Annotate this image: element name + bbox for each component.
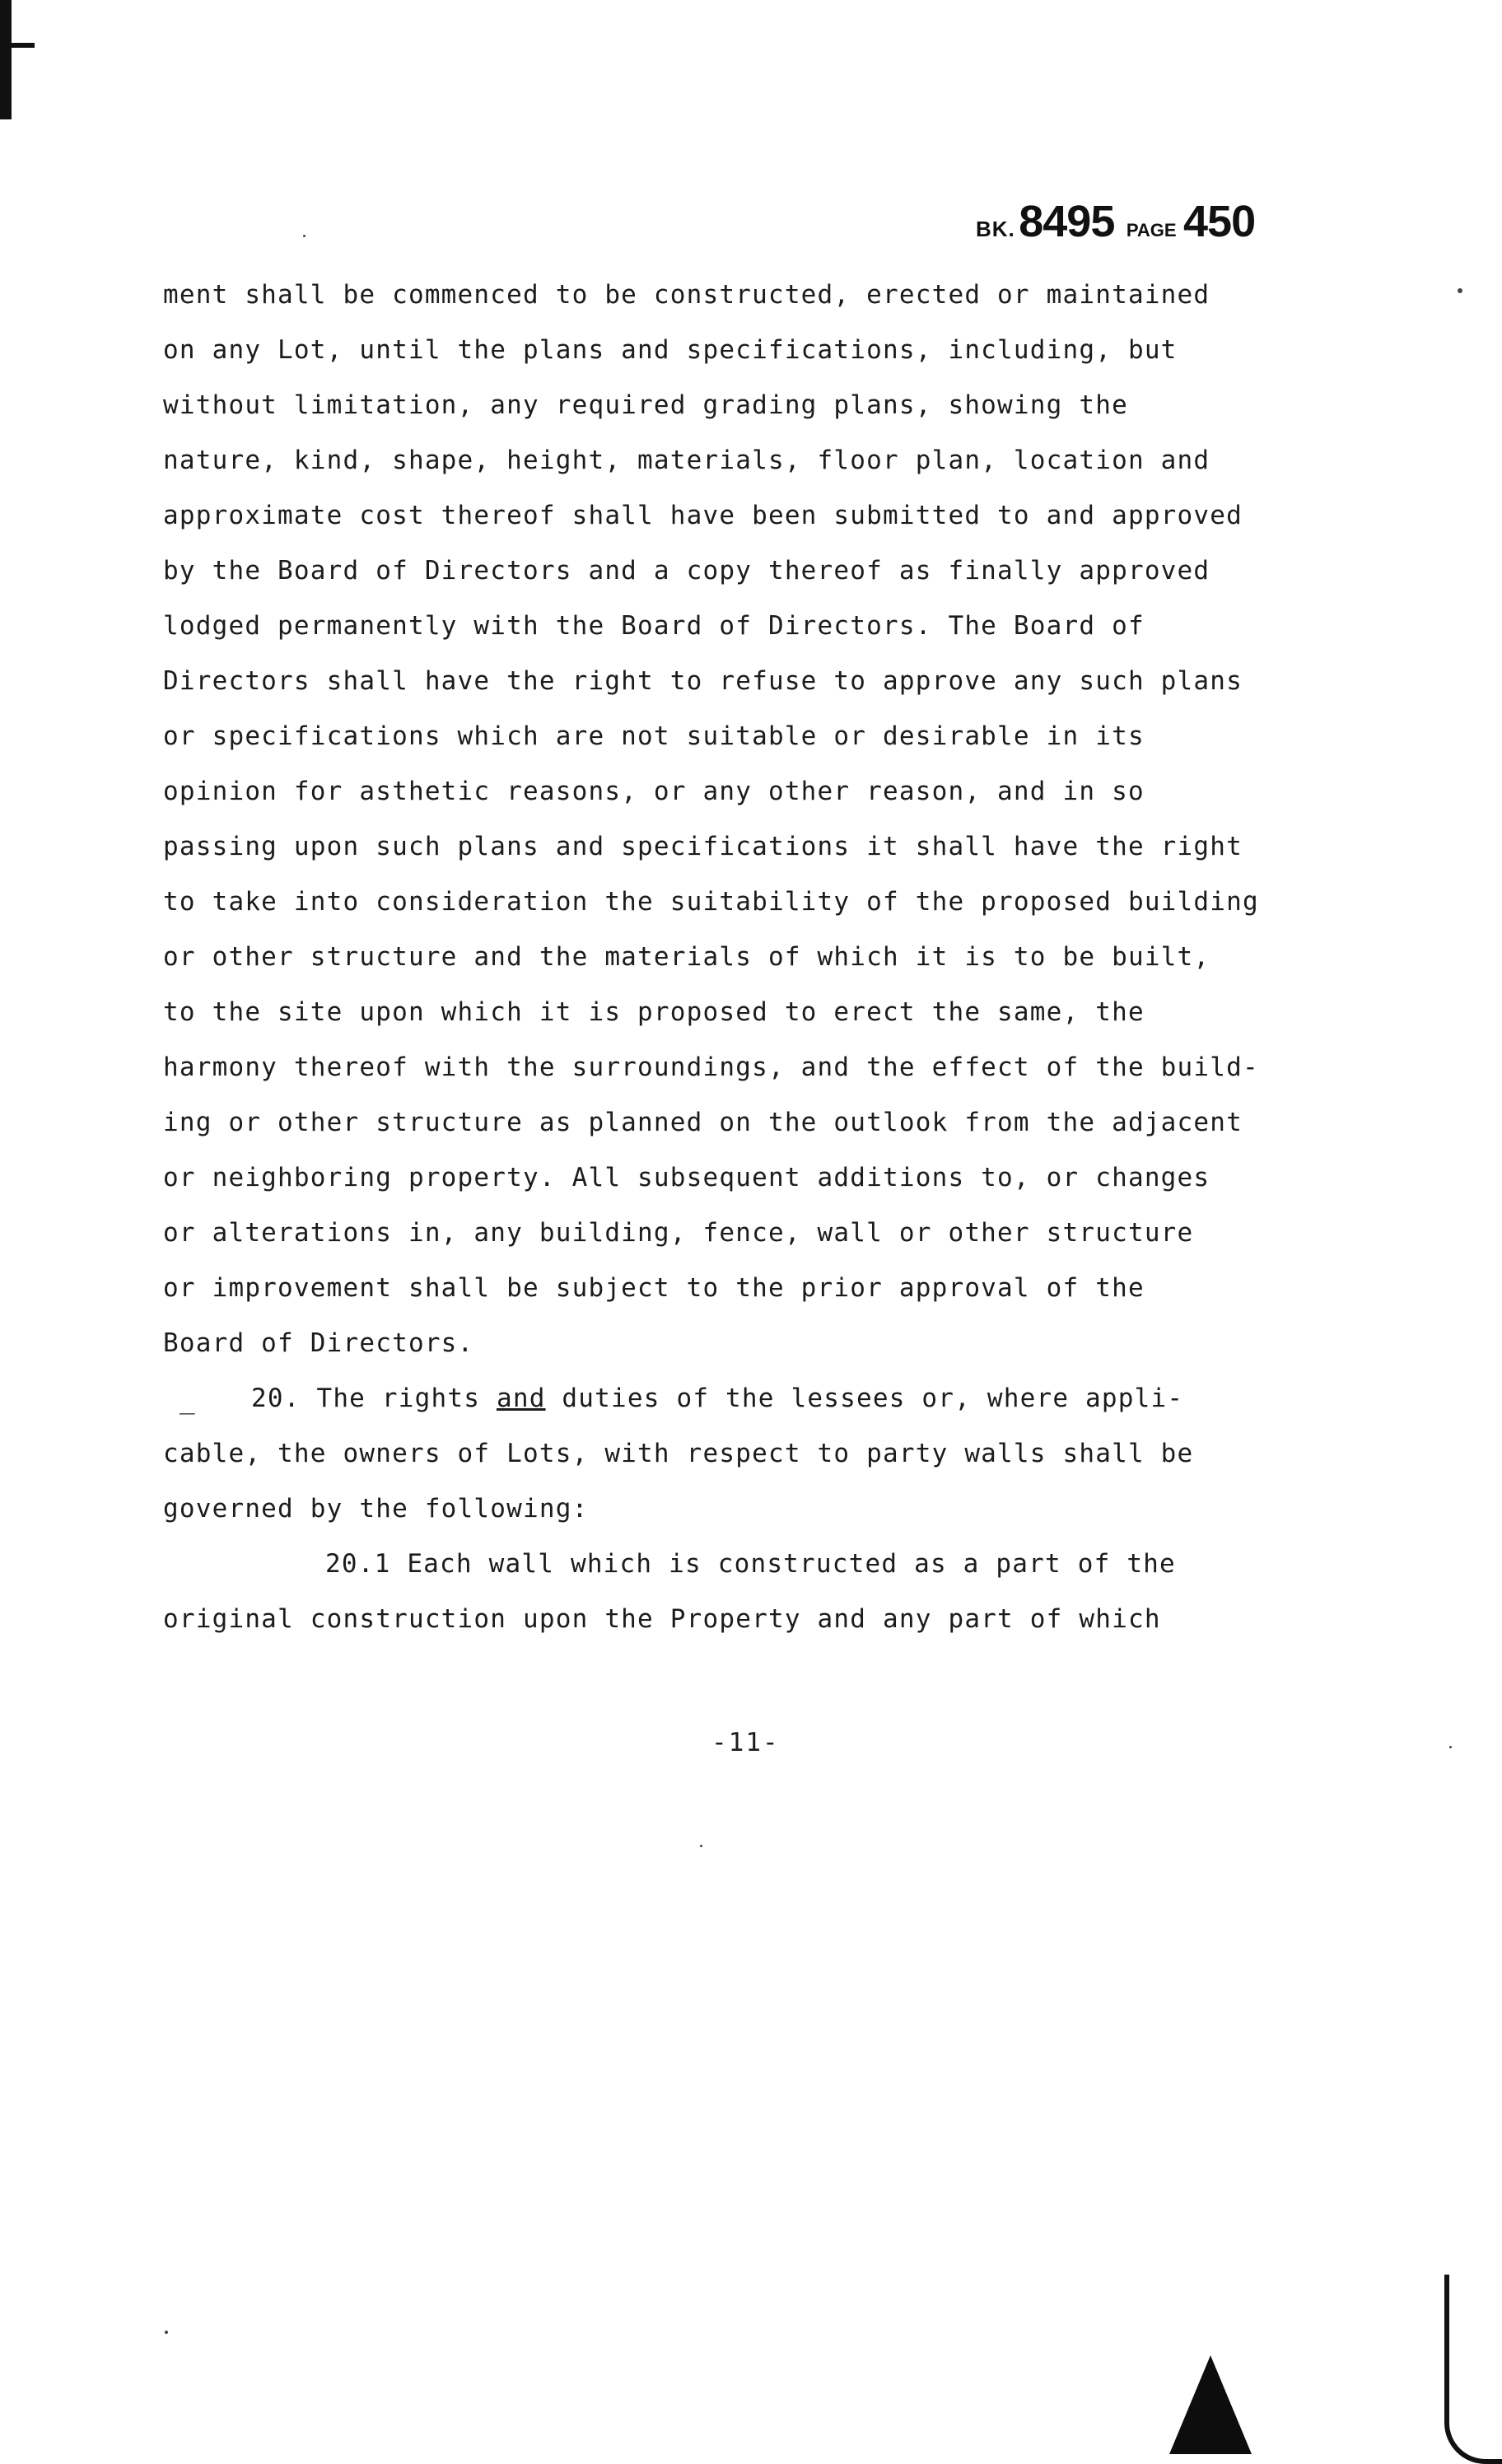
- body-line: or other structure and the materials of which it is to be built,: [163, 942, 1210, 972]
- scan-page-corner: [1444, 2275, 1502, 2464]
- body-line: lodged permanently with the Board of Directors. The Board of: [163, 611, 1145, 641]
- scan-edge-tick: [0, 43, 35, 48]
- body-line: or alterations in, any building, fence, wall or other structure: [163, 1218, 1194, 1248]
- body-line: passing upon such plans and specifications it shall have the right: [163, 832, 1243, 861]
- body-line: harmony thereof with the surroundings, and the effect of the build-: [163, 1052, 1259, 1082]
- body-line: to the site upon which it is proposed to erect the same, the: [163, 997, 1145, 1027]
- paragraph-20-line-3: governed by the following:: [163, 1494, 589, 1524]
- scan-speck: [303, 235, 306, 237]
- scan-speck: [1449, 1746, 1452, 1748]
- scan-speck: [1458, 288, 1462, 293]
- paragraph-20-underlined: and: [496, 1384, 546, 1413]
- body-line: on any Lot, until the plans and specifications, including, but: [163, 335, 1178, 365]
- body-line: without limitation, any required grading plans, showing the: [163, 390, 1128, 420]
- page-footer-number: -11-: [711, 1728, 780, 1757]
- paragraph-20-text: The rights: [300, 1384, 497, 1413]
- scan-speck: [165, 2331, 168, 2334]
- body-line: Directors shall have the right to refuse to approve any such plans: [163, 666, 1243, 696]
- page-number: 450: [1183, 197, 1256, 246]
- paragraph-20-line-1: [251, 1384, 1183, 1413]
- body-line: to take into consideration the suitability of the proposed building: [163, 887, 1259, 917]
- book-page-reference: [976, 196, 1255, 247]
- paragraph-20-line-2: cable, the owners of Lots, with respect to party walls shall be: [163, 1439, 1194, 1468]
- body-line: nature, kind, shape, height, materials, floor plan, location and: [163, 446, 1210, 475]
- body-line: ing or other structure as planned on the outlook from the adjacent: [163, 1108, 1243, 1137]
- body-line: ment shall be commenced to be constructed, erected or maintained: [163, 280, 1210, 310]
- body-line: approximate cost thereof shall have been submitted to and approved: [163, 501, 1243, 530]
- body-line: Board of Directors.: [163, 1328, 474, 1358]
- paragraph-20-number: 20.: [251, 1384, 301, 1413]
- body-line: or specifications which are not suitable or desirable in its: [163, 721, 1145, 751]
- scan-artifact: [1169, 2355, 1252, 2454]
- book-number: 8495: [1019, 197, 1115, 246]
- scan-edge-mark: [0, 0, 12, 119]
- paragraph-20-text: duties of the lessees or, where appli-: [545, 1384, 1184, 1413]
- page-prefix: PAGE: [1126, 220, 1177, 240]
- body-line: opinion for asthetic reasons, or any other reason, and in so: [163, 777, 1145, 806]
- scan-speck: [700, 1845, 702, 1847]
- body-line: or improvement shall be subject to the prior approval of the: [163, 1273, 1145, 1303]
- book-prefix: BK.: [976, 217, 1015, 241]
- body-line: by the Board of Directors and a copy thereof as finally approved: [163, 556, 1210, 586]
- body-line: or neighboring property. All subsequent additions to, or changes: [163, 1163, 1210, 1192]
- paragraph-20-1-line-1: 20.1 Each wall which is constructed as a part of the: [325, 1549, 1176, 1579]
- paragraph-mark: _: [180, 1385, 195, 1415]
- paragraph-20-1-line-2: original construction upon the Property and any part of which: [163, 1604, 1161, 1634]
